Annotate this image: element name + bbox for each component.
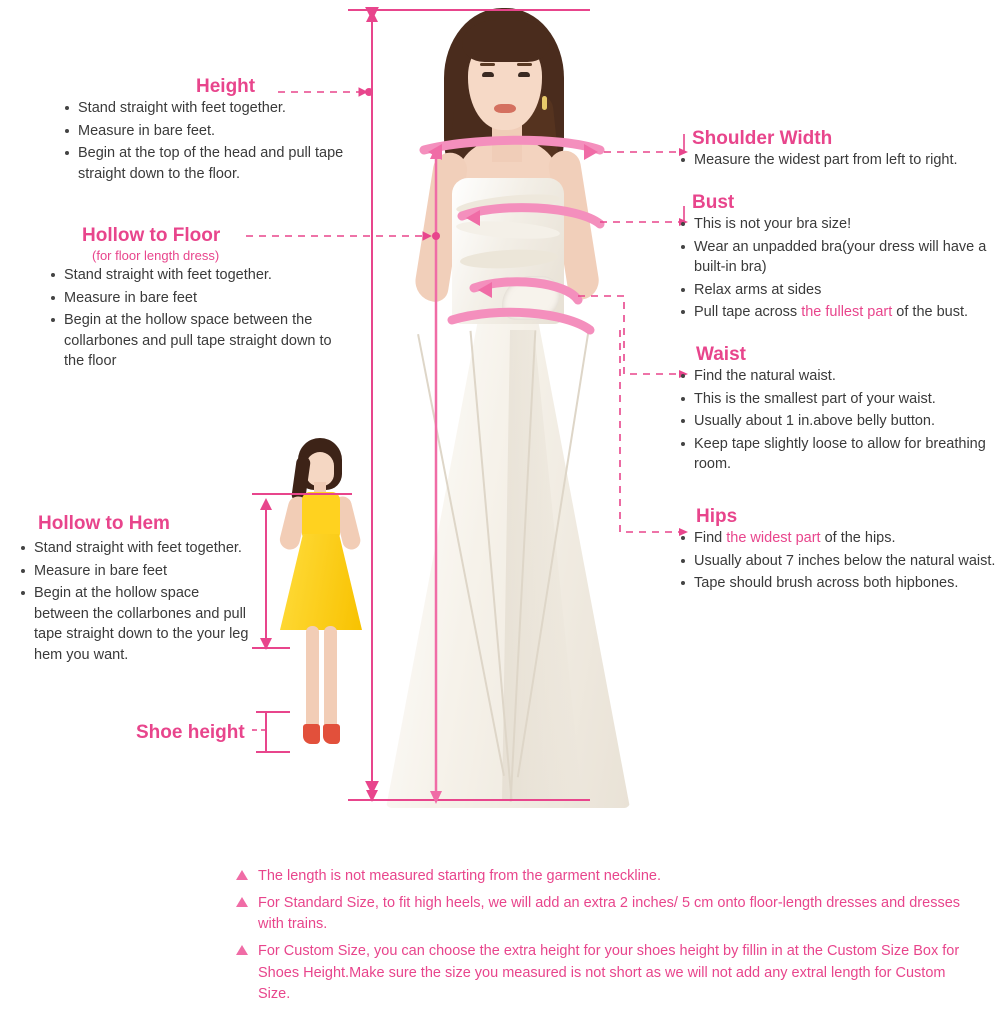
list-item: Stand straight with feet together. (48, 265, 348, 286)
note-text: The length is not measured starting from the garment neckline. (258, 868, 661, 884)
note-item (236, 866, 976, 887)
list-item: Measure the widest part from left to right. (678, 150, 998, 171)
shoe-height-title: Shoe height (136, 722, 245, 743)
height-title: Height (196, 76, 256, 97)
note-text: For Custom Size, you can choose the extra height for your shoes height by fillin in at the Custom Size Box for Shoes Height.Make sure the size you measured is not short as we will not add any extral length for Custom Size. (258, 943, 960, 1002)
list-item: Stand straight with feet together. (18, 538, 256, 559)
waist-bullets (678, 366, 998, 477)
bust-fullest-prefix: Pull tape across (694, 304, 802, 321)
list-item: Wear an unpadded bra(your dress will have a built-in bra) (678, 237, 998, 278)
list-item: This is not your bra size! (678, 214, 998, 235)
dress-bodice (302, 492, 340, 538)
hips-widest-suffix: of the hips. (820, 530, 896, 546)
height-bullets (62, 98, 362, 186)
short-dress-model-illustration (258, 438, 378, 758)
list-item: Measure in bare feet (18, 561, 256, 582)
list-item: Usually about 1 in.above belly button. (678, 411, 998, 432)
hips-widest-highlight: the widest part (726, 530, 821, 546)
shoe-left (303, 724, 320, 744)
hollow-to-floor-bullets (48, 265, 348, 374)
bust-fullest-suffix: of the bust. (892, 304, 969, 321)
leg-right (324, 626, 337, 730)
hips-bullets (678, 528, 998, 596)
list-item: Measure in bare feet. (62, 121, 362, 142)
bust-fullest-highlight: the fullest part (801, 304, 893, 321)
list-item: Keep tape slightly loose to allow for breathing room. (678, 434, 998, 475)
hips-widest-prefix: Find (694, 530, 727, 546)
waist-title: Waist (696, 344, 746, 365)
list-item: Find the natural waist. (678, 366, 998, 387)
hips-title: Hips (696, 506, 738, 527)
earring-icon (542, 96, 547, 110)
note-text: For Standard Size, to fit high heels, we will add an extra 2 inches/ 5 cm onto floor-length dresses and dresses with trains. (258, 895, 961, 933)
list-item: Begin at the hollow space between the collarbones and pull tape straight down to the floor (48, 310, 348, 372)
footer-notes (236, 866, 976, 1011)
list-item: Begin at the hollow space between the collarbones and pull tape straight down to the your leg hem you want. (18, 583, 256, 665)
eye-right (518, 72, 530, 77)
triangle-warning-icon (236, 945, 248, 955)
bust-title: Bust (692, 192, 735, 213)
eyebrow-left (480, 63, 495, 66)
face-shape (306, 452, 334, 486)
list-item: Measure in bare feet (48, 288, 348, 309)
bust-bullets (678, 214, 998, 325)
note-item (236, 893, 976, 935)
bride-illustration (352, 0, 652, 810)
leg-left (306, 626, 319, 730)
triangle-warning-icon (236, 870, 248, 880)
shoe-right (323, 724, 340, 744)
note-item (236, 941, 976, 1004)
triangle-warning-icon (236, 897, 248, 907)
list-item-highlighted (678, 528, 998, 549)
fringe-shape (462, 20, 550, 62)
shoulder-width-title: Shoulder Width (692, 128, 833, 149)
list-item: Stand straight with feet together. (62, 98, 362, 119)
list-item: Tape should brush across both hipbones. (678, 573, 998, 594)
hollow-to-hem-title: Hollow to Hem (38, 513, 170, 534)
hollow-to-floor-subtitle: (for floor length dress) (92, 248, 220, 263)
list-item: Relax arms at sides (678, 280, 998, 301)
hollow-to-hem-bullets (18, 538, 256, 667)
hollow-to-floor-title: Hollow to Floor (82, 225, 221, 246)
shoulder-width-bullets (678, 150, 998, 173)
list-item: This is the smallest part of your waist. (678, 389, 998, 410)
list-item: Usually about 7 inches below the natural waist. (678, 551, 998, 572)
eye-left (482, 72, 494, 77)
mouth-shape (494, 104, 516, 113)
list-item: Begin at the top of the head and pull tape straight down to the floor. (62, 143, 362, 184)
eyebrow-right (517, 63, 532, 66)
list-item-highlighted (678, 302, 998, 323)
